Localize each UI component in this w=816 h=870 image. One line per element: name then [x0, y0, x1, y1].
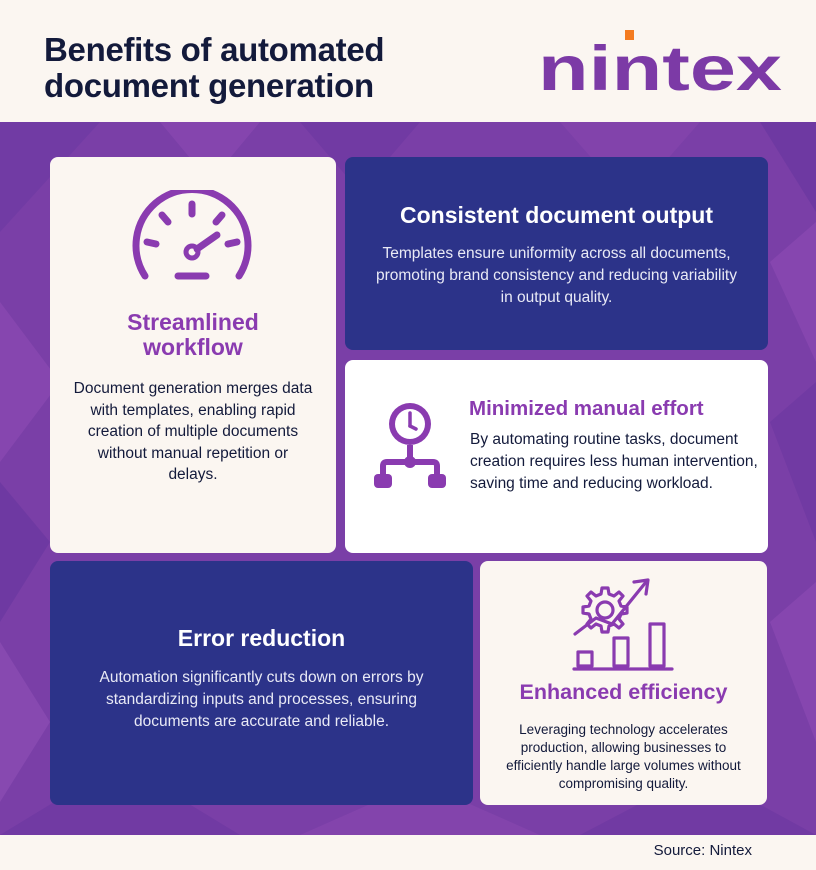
clock-workflow-icon	[372, 400, 452, 492]
consistent-output-title: Consistent document output	[399, 202, 714, 228]
card-consistent-document-output	[345, 157, 768, 350]
page-title-line1: Benefits of automated	[44, 31, 385, 68]
logo-text: nintex	[538, 34, 782, 104]
card-streamlined-workflow	[50, 157, 336, 553]
nintex-logo	[536, 24, 786, 104]
gear-growth-chart-icon	[572, 574, 676, 674]
page-title-line2: document generation	[44, 67, 374, 104]
streamlined-workflow-title	[50, 310, 336, 360]
error-reduction-title: Error reduction	[177, 625, 346, 651]
streamlined-workflow-body: Document generation merges data with templates, enabling rapid creation of multiple documents without manual repetition or delays.	[73, 380, 313, 483]
enhanced-efficiency-body: Leveraging technology accelerates production, allowing businesses to efficiently handle large volumes without compromising quality.	[506, 722, 741, 791]
page-title	[44, 32, 384, 104]
consistent-output-body: Templates ensure uniformity across all documents, promoting brand consistency and reducing variability in output quality.	[375, 245, 737, 306]
enhanced-efficiency-title: Enhanced efficiency	[519, 680, 728, 704]
card-enhanced-efficiency	[480, 561, 767, 805]
purple-background-band	[0, 122, 816, 835]
error-reduction-body: Automation significantly cuts down on errors by standardizing inputs and processes, ensuring documents are accurate and reliable.	[99, 669, 424, 730]
minimized-effort-body: By automating routine tasks, document creation requires less human intervention, saving time and reducing workload.	[470, 431, 758, 492]
speedometer-icon	[130, 190, 254, 286]
card-minimized-manual-effort	[345, 360, 768, 553]
minimized-effort-title: Minimized manual effort	[469, 397, 704, 420]
streamlined-title-line1: Streamlined	[127, 309, 259, 335]
card-error-reduction	[50, 561, 473, 805]
streamlined-title-line2: workflow	[143, 334, 243, 360]
source-note: Source: Nintex	[653, 842, 752, 859]
header	[0, 0, 816, 122]
